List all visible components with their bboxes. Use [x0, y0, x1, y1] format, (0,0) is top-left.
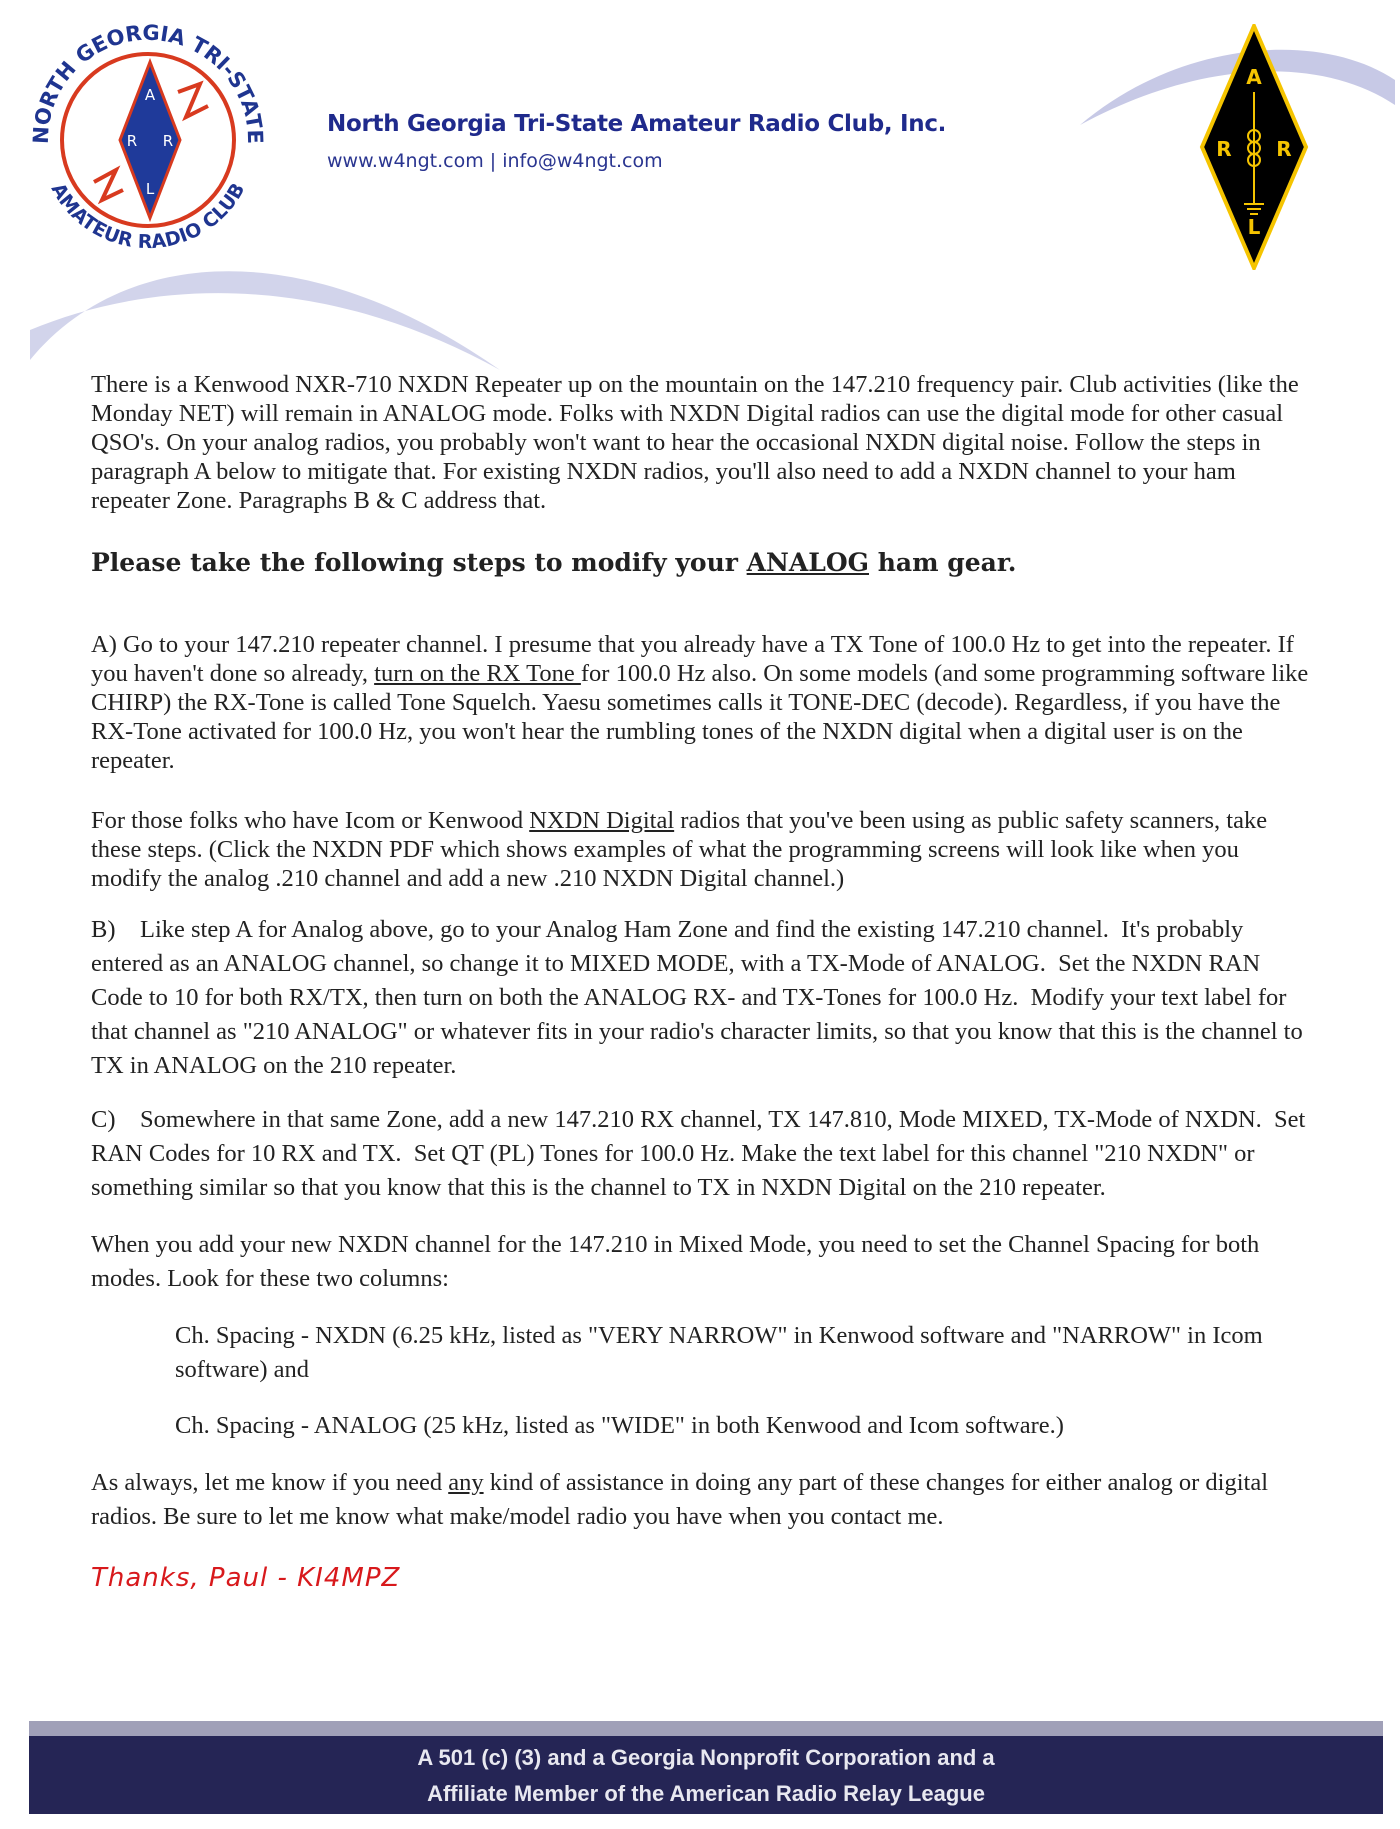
svg-text:L: L	[145, 180, 155, 198]
paragraph-channel-spacing: When you add your new NXDN channel for the 147.210 in Mixed Mode, you need to set the Channel Spacing for both modes. Look for these two columns:	[91, 1231, 1260, 1292]
paragraph-a-text-end: for 100.0 Hz also. On some models (and some programming software like CHIRP) the RX-Tone is called Tone Squelch. Yaesu sometimes calls it TONE-DEC (decode). Regardless, if you have the RX-Tone activated for 100.0 Hz, you won't hear the rumbling tones of the NXDN digital when a digital user is on the repeater.	[91, 660, 1309, 774]
svg-text:AMATEUR RADIO CLUB: AMATEUR RADIO CLUB	[46, 179, 250, 254]
paragraph-digital-text: For those folks who have Icom or Kenwood	[91, 807, 530, 834]
closing-paragraph	[91, 1466, 1311, 1534]
signature: Thanks, Paul - KI4MPZ	[91, 1563, 401, 1593]
paragraph-a-emphasis: turn on the RX Tone	[374, 660, 581, 687]
instructions-heading	[91, 545, 1311, 580]
svg-text:NORTH GEORGIA TRI-STATE: NORTH GEORGIA TRI-STATE	[28, 22, 268, 145]
svg-text:R: R	[126, 132, 138, 150]
svg-text:A: A	[1246, 65, 1262, 89]
closing-text: As always, let me know if you need	[91, 1469, 449, 1496]
arrl-logo	[1198, 24, 1310, 270]
paragraph-a-text: A) Go to your 147.210 repeater channel. I presume that you already have a TX Tone of 100.0 Hz to get into the repeater. If you haven't done so already,	[91, 631, 1294, 687]
paragraph-digital-users	[91, 806, 1311, 893]
closing-text-end: kind of assistance in doing any part of these changes for either analog or digital radios. Be sure to let me know what make/model radio you have when you contact me.	[91, 1469, 1269, 1530]
footer	[29, 1736, 1383, 1814]
svg-text:A: A	[144, 86, 156, 104]
intro-paragraph: There is a Kenwood NXR-710 NXDN Repeater up on the mountain on the 147.210 frequency pair. Club activities (like the Monday NET) will remain in ANALOG mode. Folks with NXDN Digital radios can use the digital mode for other casual QSO's. On your analog radios, you probably won't want to hear the occasional NXDN digital noise. Follow the steps in paragraph A below to mitigate that. For existing NXDN radios, you'll also need to add a NXDN channel to your ham repeater Zone. Paragraphs B & C address that.	[91, 371, 1299, 514]
svg-text:L: L	[1247, 215, 1261, 239]
club-logo	[28, 22, 268, 262]
footer-accent-bar	[29, 1721, 1383, 1736]
svg-text:R: R	[162, 132, 174, 150]
paragraph-digital-text-end: radios that you've been using as public safety scanners, take these steps. (Click the NXDN PDF which shows examples of what the programming screens will look like when you modify the analog .210 channel and add a new .210 NXDN Digital channel.)	[91, 807, 1268, 892]
footer-line-1: A 501 (c) (3) and a Georgia Nonprofit Corporation and a	[417, 1745, 995, 1770]
spacing-analog-item: Ch. Spacing - ANALOG (25 kHz, listed as "WIDE" in both Kenwood and Icom software.)	[175, 1412, 1064, 1439]
svg-text:R: R	[1216, 137, 1232, 161]
heading-text-end: ham gear.	[869, 548, 1017, 577]
club-name: North Georgia Tri-State Amateur Radio Club, Inc.	[327, 111, 947, 137]
closing-emphasis: any	[448, 1469, 484, 1496]
heading-text: Please take the following steps to modify your	[91, 548, 747, 577]
letter-body	[91, 370, 1311, 1595]
footer-line-2: Affiliate Member of the American Radio Relay League	[427, 1781, 985, 1806]
paragraph-a	[91, 630, 1311, 775]
heading-emphasis: ANALOG	[746, 548, 869, 577]
paragraph-b: B) Like step A for Analog above, go to your Analog Ham Zone and find the existing 147.210 channel. It's probably entered as an ANALOG channel, so change it to MIXED MODE, with a TX-Mode of ANALOG. Set the NXDN RAN Code to 10 for both RX/TX, then turn on both the ANALOG RX- and TX-Tones for 100.0 Hz. Modify your text label for that channel as "210 ANALOG" or whatever fits in your radio's character limits, so that you know that this is the channel to TX in ANALOG on the 210 repeater.	[91, 916, 1309, 1079]
paragraph-c: C) Somewhere in that same Zone, add a new 147.210 RX channel, TX 147.810, Mode MIXED, TX-Mode of NXDN. Set RAN Codes for 10 RX and TX. Set QT (PL) Tones for 100.0 Hz. Make the text label for this channel "210 NXDN" or something similar so that you know that this is the channel to TX in NXDN Digital on the 210 repeater.	[91, 1106, 1312, 1201]
spacing-nxdn-item: Ch. Spacing - NXDN (6.25 kHz, listed as "VERY NARROW" in Kenwood software and "NARROW" in Icom software) and	[175, 1322, 1263, 1383]
club-contact-links[interactable]: www.w4ngt.com | info@w4ngt.com	[327, 150, 663, 172]
nxdn-digital-emphasis: NXDN Digital	[529, 807, 675, 834]
svg-text:R: R	[1276, 137, 1292, 161]
